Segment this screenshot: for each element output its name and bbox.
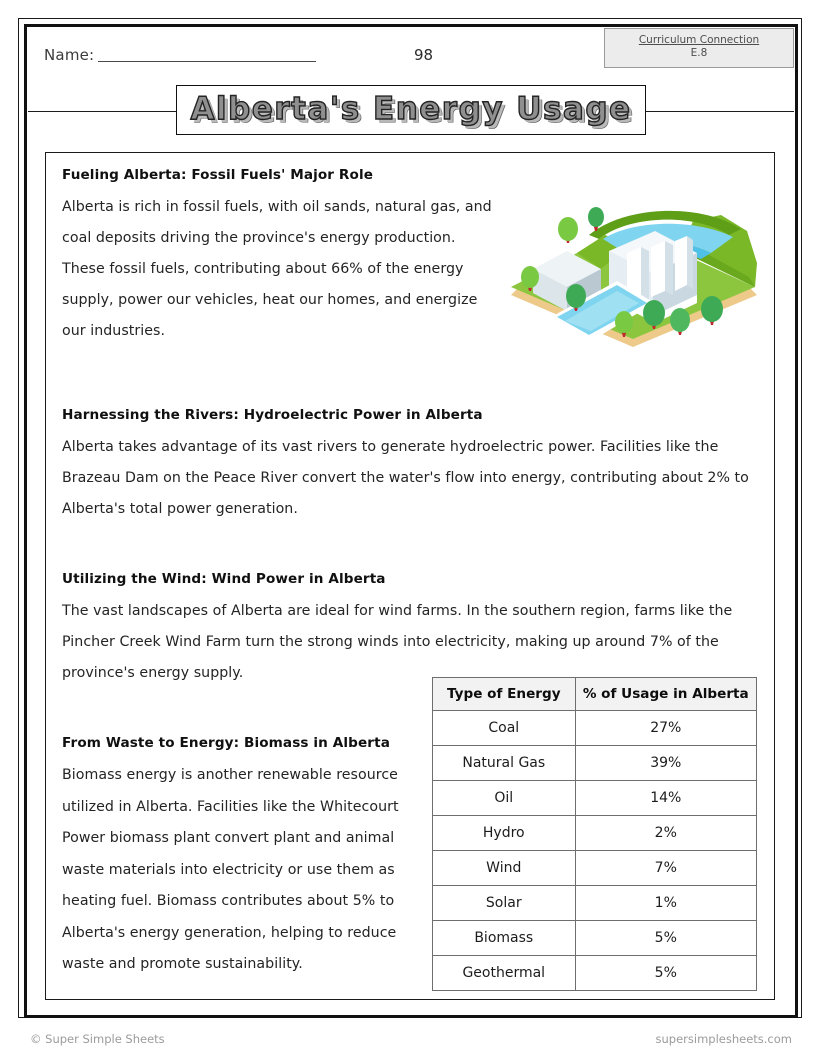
page-header <box>28 28 794 128</box>
section-hydroelectric-heading: Harnessing the Rivers: Hydroelectric Power in Alberta <box>62 407 483 423</box>
section-fossil-fuels-text <box>62 167 502 347</box>
column-header-type: Type of Energy <box>433 678 576 711</box>
curriculum-connection-label: Curriculum Connection <box>638 34 760 46</box>
footer-copyright: © Super Simple Sheets <box>30 1032 165 1046</box>
table-row <box>433 851 757 886</box>
column-header-percent: % of Usage in Alberta <box>575 678 756 711</box>
section-hydroelectric <box>62 407 760 525</box>
name-label: Name: <box>44 46 95 64</box>
table-header-row <box>433 678 757 711</box>
cell-usage-percent: 27% <box>575 711 756 746</box>
section-biomass <box>62 735 412 981</box>
section-hydroelectric-body: Alberta takes advantage of its vast rivers to generate hydroelectric power. Facilities like the Brazeau Dam on the Peace River convert the water's flow into energy, contributing about 2% to Alberta's total power generation. <box>62 439 749 517</box>
cell-usage-percent: 39% <box>575 746 756 781</box>
section-biomass-body: Biomass energy is another renewable resource utilized in Alberta. Facilities like the Whitecourt Power biomass plant convert plant and animal waste materials into electricity or use them as heating fuel. Biomass contributes about 5% to Alberta's energy generation, helping to reduce waste and promote sustainability. <box>62 767 399 972</box>
section-biomass-heading: From Waste to Energy: Biomass in Alberta <box>62 735 390 751</box>
table-row <box>433 956 757 991</box>
section-wind-body: The vast landscapes of Alberta are ideal for wind farms. In the southern region, farms like the Pincher Creek Wind Farm turn the strong winds into electricity, making up around 7% of the province's energy supply. <box>62 603 733 681</box>
table-row <box>433 816 757 851</box>
energy-usage-table <box>432 677 757 991</box>
table-head <box>433 678 757 711</box>
curriculum-connection-badge <box>604 28 794 68</box>
table-row <box>433 711 757 746</box>
dam-icon <box>505 191 763 351</box>
cell-usage-percent: 14% <box>575 781 756 816</box>
table-row <box>433 746 757 781</box>
curriculum-connection-code: E.8 <box>690 47 708 59</box>
section-fossil-fuels <box>62 167 760 347</box>
page-footer <box>24 1032 798 1050</box>
section-wind <box>62 571 760 689</box>
content-inner <box>62 167 760 987</box>
page-number: 98 <box>414 46 434 64</box>
worksheet-title-box <box>176 85 646 135</box>
cell-usage-percent: 5% <box>575 956 756 991</box>
section-fossil-fuels-body: Alberta is rich in fossil fuels, with oil sands, natural gas, and coal deposits driving the province's energy production. These fossil fuels, contributing about 66% of the energy supply, power our vehicles, heat our homes, and energize our industries. <box>62 199 492 339</box>
cell-energy-type: Hydro <box>433 816 576 851</box>
hydroelectric-dam-illustration <box>505 191 763 351</box>
cell-energy-type: Oil <box>433 781 576 816</box>
cell-energy-type: Wind <box>433 851 576 886</box>
cell-energy-type: Geothermal <box>433 956 576 991</box>
cell-usage-percent: 1% <box>575 886 756 921</box>
name-input-blank[interactable] <box>98 46 316 62</box>
section-fossil-fuels-heading: Fueling Alberta: Fossil Fuels' Major Role <box>62 167 374 183</box>
footer-website[interactable]: supersimplesheets.com <box>655 1032 792 1046</box>
cell-energy-type: Biomass <box>433 921 576 956</box>
content-panel <box>45 152 775 1000</box>
cell-usage-percent: 7% <box>575 851 756 886</box>
page-title: Alberta's Energy Usage <box>190 91 632 127</box>
cell-energy-type: Coal <box>433 711 576 746</box>
table-row <box>433 921 757 956</box>
cell-energy-type: Solar <box>433 886 576 921</box>
section-wind-heading: Utilizing the Wind: Wind Power in Alberta <box>62 571 386 587</box>
cell-usage-percent: 2% <box>575 816 756 851</box>
name-field-row <box>44 46 316 64</box>
cell-usage-percent: 5% <box>575 921 756 956</box>
cell-energy-type: Natural Gas <box>433 746 576 781</box>
table-row <box>433 886 757 921</box>
table-body <box>433 711 757 991</box>
table-row <box>433 781 757 816</box>
